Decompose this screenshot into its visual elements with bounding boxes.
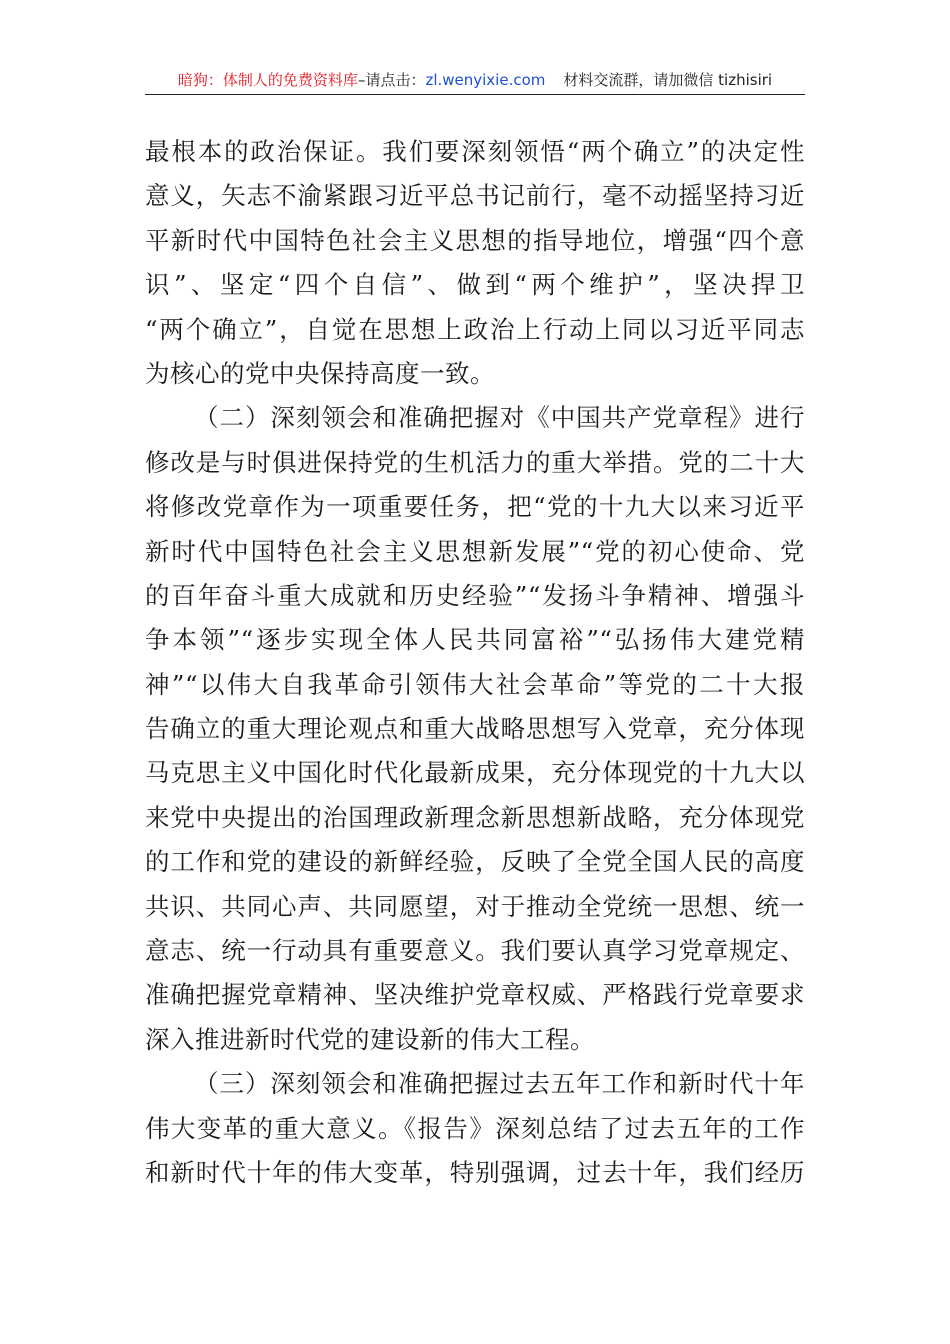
text-line: 将修改党章作为一项重要任务，把“党的十九大以来习近平 bbox=[145, 492, 805, 522]
text-line: “两个确立”，自觉在思想上政治上行动上同以习近平同志 bbox=[145, 314, 805, 344]
text-line: 和新时代十年的伟大变革，特别强调，过去十年，我们经历 bbox=[145, 1157, 805, 1187]
header-brand: 暗狗：体制人的免费资料库 bbox=[177, 71, 358, 89]
text-line: 修改是与时俱进保持党的生机活力的重大举措。党的二十大 bbox=[145, 447, 805, 477]
text-line: 为核心的党中央保持高度一致。 bbox=[145, 358, 495, 388]
text-line: 最根本的政治保证。我们要深刻领悟“两个确立”的决定性 bbox=[145, 137, 805, 166]
text-line: 神”“以伟大自我革命引领伟大社会革命”等党的二十大报 bbox=[145, 669, 805, 699]
header-group-note: 材料交流群，请加微信 tizhisiri bbox=[563, 71, 773, 89]
text-line: 平新时代中国特色社会主义思想的指导地位，增强“四个意 bbox=[145, 225, 805, 255]
text-line: 识”、坚定“四个自信”、做到“两个维护”，坚决捍卫 bbox=[145, 270, 805, 300]
header-site-link[interactable]: zl.wenyixie.com bbox=[425, 71, 546, 89]
document-body bbox=[145, 130, 805, 1195]
header-click-prompt: –请点击： bbox=[357, 71, 426, 89]
section-heading-line: （三）深刻领会和准确把握过去五年工作和新时代十年 bbox=[194, 1069, 805, 1099]
text-line: 伟大变革的重大意义。《报告》深刻总结了过去五年的工作 bbox=[145, 1113, 805, 1143]
text-line: 意志、统一行动具有重要意义。我们要认真学习党章规定、 bbox=[145, 936, 805, 966]
text-line: 马克思主义中国化时代化最新成果，充分体现党的十九大以 bbox=[145, 758, 805, 788]
text-line: 新时代中国特色社会主义思想新发展”“党的初心使命、党 bbox=[145, 536, 805, 566]
text-line: 来党中央提出的治国理政新理念新思想新战略，充分体现党 bbox=[145, 802, 805, 832]
text-line: 的工作和党的建设的新鲜经验，反映了全党全国人民的高度 bbox=[145, 847, 805, 877]
text-line: 共识、共同心声、共同愿望，对于推动全党统一思想、统一 bbox=[145, 891, 805, 921]
section-heading-line: （二）深刻领会和准确把握对《中国共产党章程》进行 bbox=[194, 403, 805, 433]
text-line: 意义，矢志不渝紧跟习近平总书记前行，毫不动摇坚持习近 bbox=[145, 181, 805, 211]
text-line: 告确立的重大理论观点和重大战略思想写入党章，充分体现 bbox=[145, 714, 805, 744]
text-line: 准确把握党章精神、坚决维护党章权威、严格践行党章要求 bbox=[145, 980, 805, 1010]
text-line: 的百年奋斗重大成就和历史经验”“发扬斗争精神、增强斗 bbox=[145, 580, 805, 610]
text-line: 争本领”“逐步实现全体人民共同富裕”“弘扬伟大建党精 bbox=[145, 625, 805, 655]
page-header bbox=[145, 68, 805, 95]
text-line: 深入推进新时代党的建设新的伟大工程。 bbox=[145, 1024, 595, 1054]
